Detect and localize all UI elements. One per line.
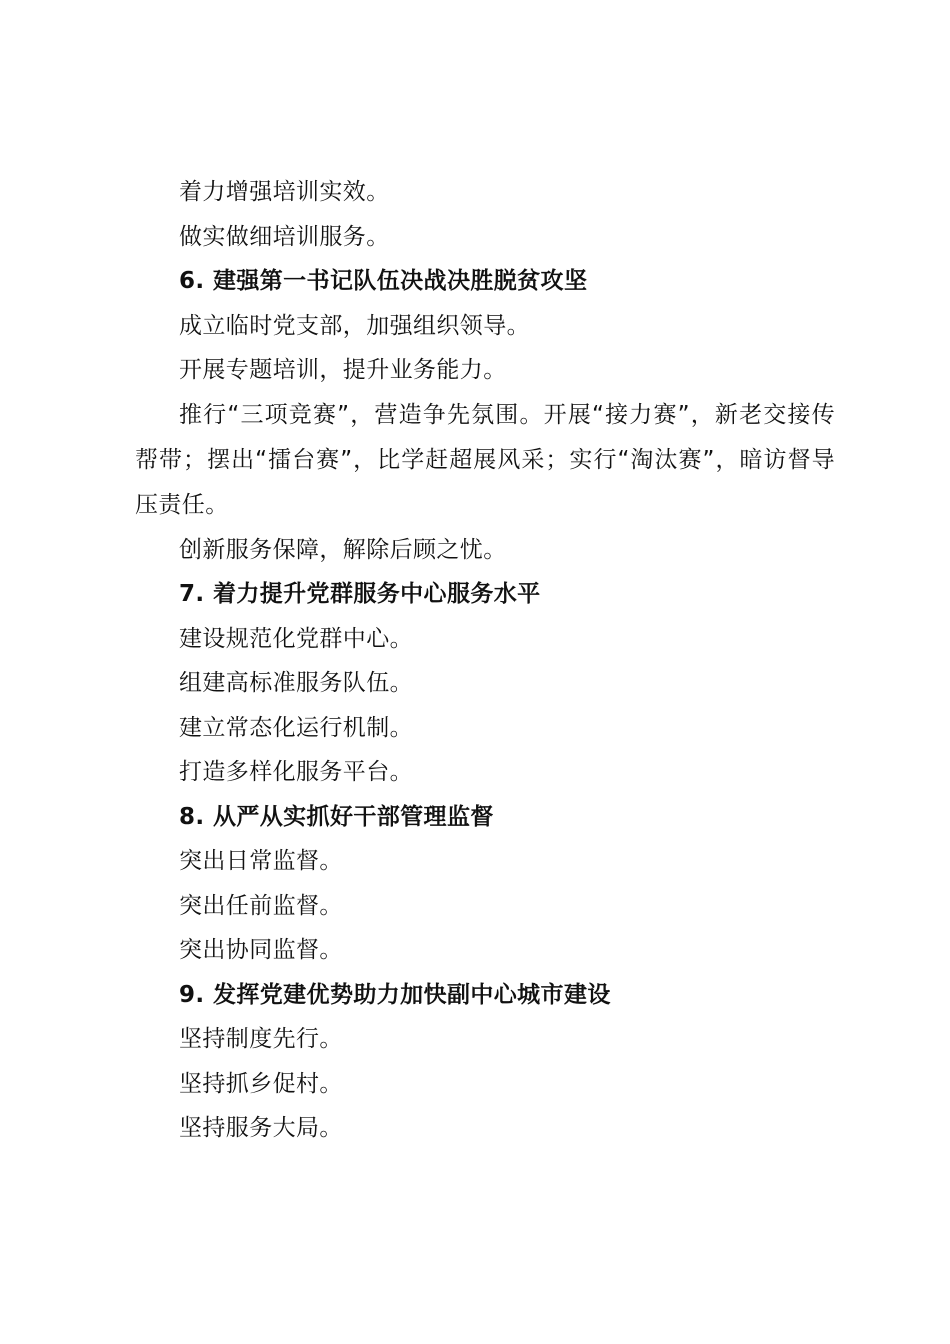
text-line: 组建高标准服务队伍。 — [179, 670, 413, 696]
text-line: 着力增强培训实效。 — [179, 179, 390, 205]
section-heading-9: 9. 发挥党建优势助力加快副中心城市建设 — [179, 981, 611, 1008]
text-line: 创新服务保障，解除后顾之忧。 — [179, 536, 507, 563]
text-line: 坚持抓乡促村。 — [179, 1070, 343, 1097]
text-line: 建设规范化党群中心。 — [179, 625, 413, 652]
text-line: 打造多样化服务平台。 — [179, 759, 413, 785]
section-heading-7: 7. 着力提升党群服务中心服务水平 — [179, 581, 541, 607]
text-line: 坚持服务大局。 — [179, 1115, 343, 1141]
text-line: 突出任前监督。 — [179, 892, 343, 919]
document-body — [135, 170, 835, 1151]
section-heading-8: 8. 从严从实抓好干部管理监督 — [179, 803, 494, 830]
text-line: 坚持制度先行。 — [179, 1026, 343, 1052]
section-heading-6: 6. 建强第一书记队伍决战决胜脱贫攻坚 — [179, 268, 588, 294]
paragraph: 推行“三项竞赛”，营造争先氛围。开展“接力赛”，新老交接传帮带；摆出“擂台赛”，比学赶超展风采；实行“淘汰赛”，暗访督导压责任。 — [135, 401, 835, 518]
text-line: 突出协同监督。 — [179, 937, 343, 963]
text-line: 建立常态化运行机制。 — [179, 714, 413, 741]
text-line: 成立临时党支部，加强组织领导。 — [179, 312, 530, 339]
text-line: 突出日常监督。 — [179, 848, 343, 874]
text-line: 开展专题培训，提升业务能力。 — [179, 357, 507, 383]
text-line: 做实做细培训服务。 — [179, 223, 390, 250]
